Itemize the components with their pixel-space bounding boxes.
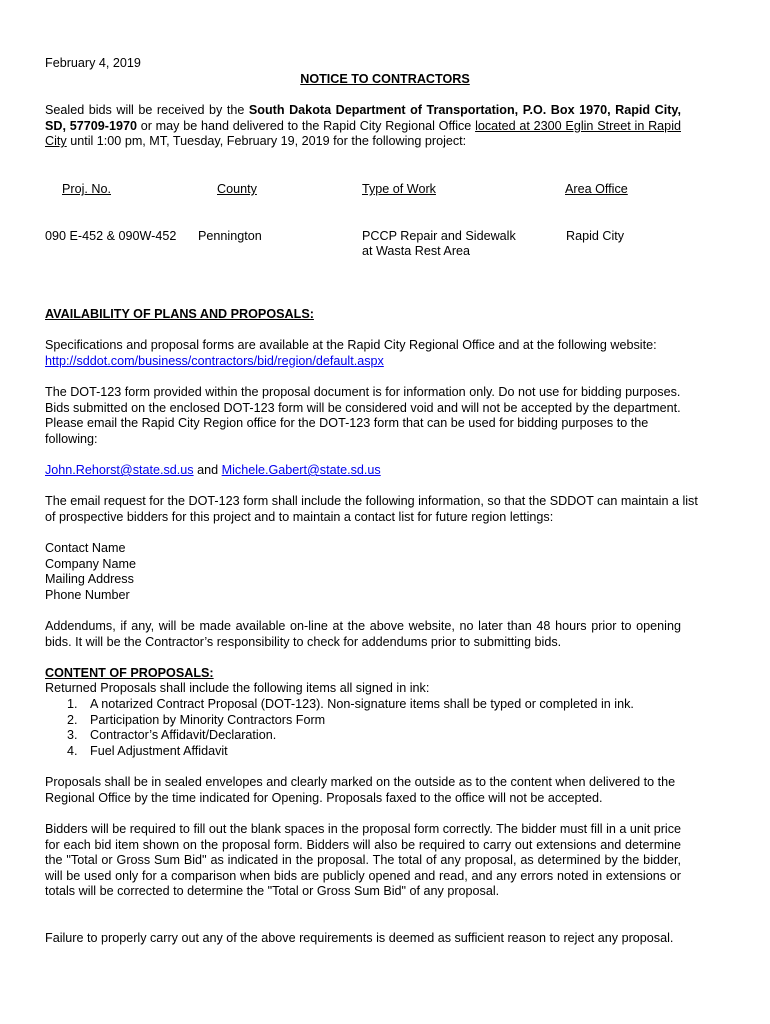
header-proj-no: Proj. No. [62,182,111,196]
bidders-paragraph: Bidders will be required to fill out the blank spaces in the proposal form correctly. The bidder must fill in a unit price for each bid item shown on the proposal form. Bidders will also be required to carry out extensions and determine the "Total or Gross Sum Bid" as indicated in the proposal. The total of any proposal, as determined by the bidder, will be used only for a comparison when bids are publicly opened and read, and any errors noted in extensions or totals will be corrected to determine the "Total or Gross Sum Bid" of any proposal. [45,822,681,899]
header-type-of-work: Type of Work [362,182,436,196]
notice-date: February 4, 2019 [45,56,141,70]
header-county: County [217,182,257,196]
dot123-paragraph: The DOT-123 form provided within the proposal document is for information only. Do not use for bidding purposes. Bids submitted on the enclosed DOT-123 form will be considered void and will not be accepted by the department. Please email the Rapid City Region office for the DOT-123 form that can be used for bidding purposes to the following: [45,385,681,446]
cell-work-line1: PCCP Repair and Sidewalk [362,229,516,243]
contact-item: Company Name [45,556,136,571]
availability-paragraph: Specifications and proposal forms are available at the Rapid City Regional Office and at the following website: http://sddot.com/business/contractors/bid/region/default.aspx [45,338,657,368]
contact-item: Contact Name [45,541,126,555]
sealed-envelopes-paragraph: Proposals shall be in sealed envelopes and clearly marked on the outside as to the content when delivered to the Regional Office by the time indicated for Opening. Proposals faxed to the office will not be accepted. [45,775,676,805]
addendums-paragraph: Addendums, if any, will be made available on-line at the above website, no later than 48 hours prior to opening bids. It will be the Contractor’s responsibility to check for addendums prior to submitting bids. [45,619,681,649]
proposal-items-list [45,697,705,759]
contact-item: Phone Number [45,587,130,602]
list-item: 4. Fuel Adjustment Affidavit [67,743,228,758]
list-item: 3. Contractor’s Affidavit/Declaration. [67,728,277,743]
header-area-office: Area Office [565,182,628,196]
failure-paragraph: Failure to properly carry out any of the above requirements is deemed as sufficient reason to reject any proposal. [45,931,674,945]
email-request-paragraph: The email request for the DOT-123 form shall include the following information, so that the SDDOT can maintain a list of prospective bidders for this project and to maintain a contact list for future region lettings: [45,494,698,524]
cell-proj-no: 090 E-452 & 090W-452 [45,229,177,243]
contact-info-list [45,541,136,603]
content-heading: CONTENT OF PROPOSALS: [45,666,214,680]
cell-area-office: Rapid City [566,229,625,243]
cell-work-line2: at Wasta Rest Area [362,244,471,258]
email-line: John.Rehorst@state.sd.us and Michele.Gabert@state.sd.us [45,463,381,477]
list-item: 1. A notarized Contract Proposal (DOT-123). Non-signature items shall be typed or completed in ink. [67,697,634,711]
intro-paragraph: Sealed bids will be received by the South Dakota Department of Transportation, P.O. Box 1970, Rapid City, SD, 57709-1970 or may be hand delivered to the Rapid City Regional Office located at 2300 Eglin Street in Rapid City until 1:00 pm, MT, Tuesday, February 19, 2019 for the following project: [45,103,681,149]
availability-heading: AVAILABILITY OF PLANS AND PROPOSALS: [45,307,314,321]
email-link-rehorst[interactable]: John.Rehorst@state.sd.us [45,463,194,477]
cell-county: Pennington [198,229,262,243]
list-item: 2. Participation by Minority Contractors Form [67,712,326,727]
content-lead: Returned Proposals shall include the following items all signed in ink: [45,681,430,695]
contact-item: Mailing Address [45,572,134,587]
office-location: located at 2300 Eglin Street in Rapid City [45,118,681,149]
email-link-gabert[interactable]: Michele.Gabert@state.sd.us [221,463,381,477]
notice-title: NOTICE TO CONTRACTORS [300,72,470,86]
bid-website-link[interactable]: http://sddot.com/business/contractors/bid/region/default.aspx [45,353,384,368]
agency-address: South Dakota Department of Transportation, P.O. Box 1970, Rapid City, SD, 57709-1970 [45,103,681,133]
